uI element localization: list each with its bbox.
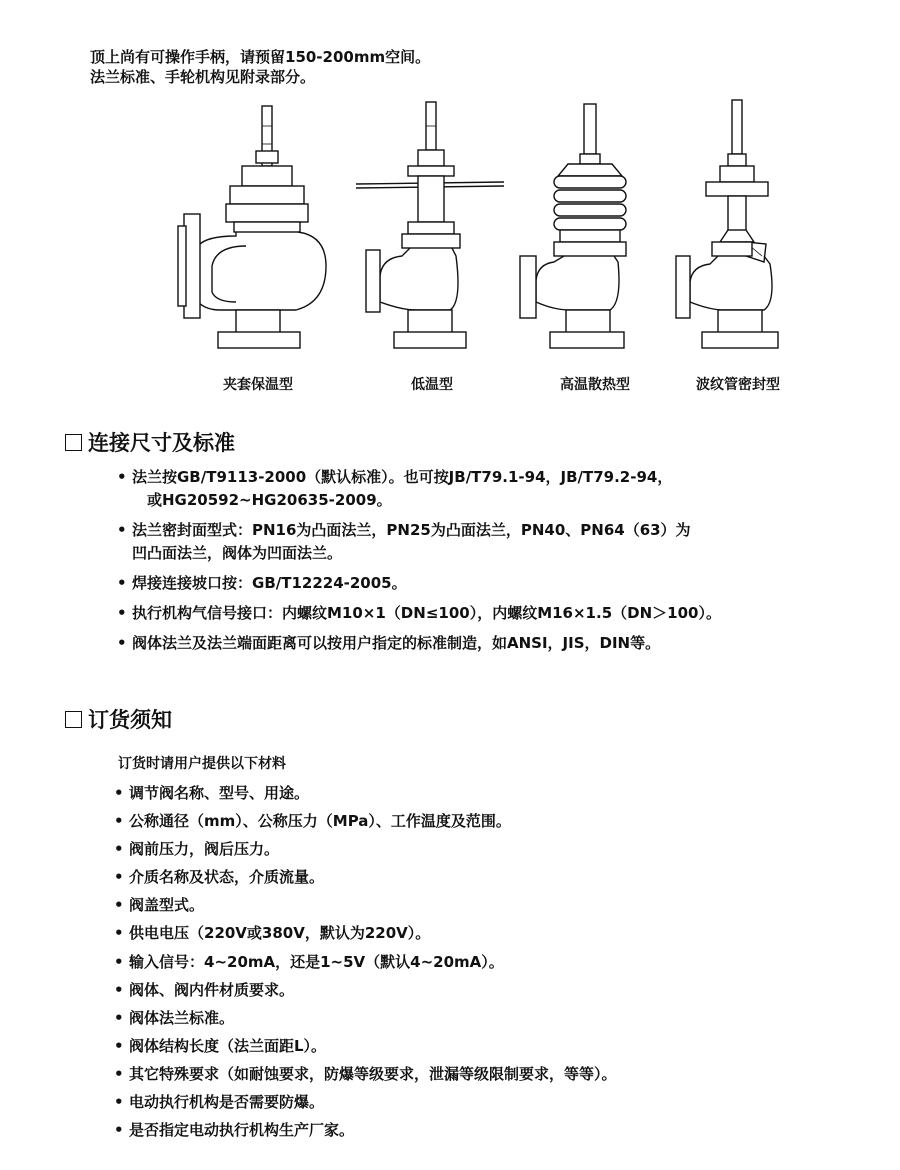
standards-list: [117, 466, 721, 662]
bullet-icon: •: [114, 896, 124, 915]
list-item: • 阀体法兰标准。: [114, 1006, 617, 1030]
bullet-icon: •: [114, 1036, 124, 1055]
bullet-icon: •: [114, 1064, 124, 1083]
list-item: • 阀体、阀内件材质要求。: [114, 978, 617, 1002]
bullet-icon: •: [114, 784, 124, 802]
bullet-icon: •: [117, 634, 127, 652]
checkbox-square-icon: [65, 711, 82, 728]
bullet-icon: •: [114, 980, 124, 999]
figure-label-high-temperature: 高温散热型: [560, 377, 630, 393]
bellows-seal-valve-drawing: [670, 96, 830, 358]
list-item: • 公称通径（mm）、公称压力（MPa）、工作温度及范围。: [114, 809, 617, 833]
bullet-icon: •: [117, 604, 127, 622]
bullet-icon: •: [114, 840, 124, 859]
list-item: • 介质名称及状态，介质流量。: [114, 865, 617, 889]
list-item: • 供电电压（220V或380V，默认为220V）。: [114, 921, 617, 945]
bullet-icon: •: [117, 574, 127, 592]
bullet-icon: •: [114, 924, 124, 943]
checkbox-square-icon: [65, 434, 82, 451]
order-intro-text: 订货时请用户提供以下材料: [118, 756, 286, 772]
list-item: • 执行机构气信号接口：内螺纹M10×1（DN≤100），内螺纹M16×1.5（DN＞100）。: [117, 602, 721, 625]
bullet-icon: •: [117, 521, 127, 539]
list-item: • 其它特殊要求（如耐蚀要求，防爆等级要求，泄漏等级限制要求，等等）。: [114, 1062, 617, 1086]
list-item: • 法兰按GB/T9113-2000（默认标准）。也可按JB/T79.1-94，JB/T79.2-94， 或HG20592~HG20635-2009。: [117, 468, 673, 509]
section-title-standards-text: 连接尺寸及标准: [88, 431, 235, 455]
figure-label-jacketed: 夹套保温型: [223, 377, 293, 393]
list-item: • 焊接连接坡口按：GB/T12224-2005。: [117, 572, 721, 595]
low-temperature-valve-drawing: [352, 96, 512, 358]
order-list: [114, 781, 617, 1146]
section-title-order: [65, 704, 172, 734]
bullet-icon: •: [117, 468, 127, 486]
list-item: • 电动执行机构是否需要防爆。: [114, 1090, 617, 1114]
list-item: • 阀体结构长度（法兰面距L）。: [114, 1034, 617, 1058]
list-item: • 输入信号：4~20mA，还是1~5V（默认4~20mA）。: [114, 950, 617, 974]
section-title-order-text: 订货须知: [88, 708, 172, 732]
jacketed-valve-drawing: [176, 96, 336, 358]
list-item: • 阀盖型式。: [114, 893, 617, 917]
section-title-standards: [65, 427, 235, 457]
top-note-handle-space: 顶上尚有可操作手柄，请预留150-200mm空间。: [90, 48, 431, 66]
bullet-icon: •: [114, 952, 124, 971]
bullet-icon: •: [114, 1093, 124, 1112]
high-temperature-fin-valve-drawing: [514, 96, 674, 358]
figure-label-low-temperature: 低温型: [411, 377, 453, 393]
list-item: • 阀体法兰及法兰端面距离可以按用户指定的标准制造，如ANSI，JIS，DIN等。: [117, 632, 721, 655]
bullet-icon: •: [114, 868, 124, 887]
list-item: • 是否指定电动执行机构生产厂家。: [114, 1118, 617, 1142]
bullet-icon: •: [114, 1121, 124, 1140]
bullet-icon: •: [114, 812, 124, 831]
figure-label-bellows-seal: 波纹管密封型: [696, 377, 780, 393]
list-item: • 阀前压力，阀后压力。: [114, 837, 617, 861]
list-item: • 法兰密封面型式：PN16为凸面法兰，PN25为凸面法兰，PN40、PN64（63）为 凹凸面法兰，阀体为凹面法兰。: [117, 521, 691, 562]
bullet-icon: •: [114, 1008, 124, 1027]
list-item: • 调节阀名称、型号、用途。: [114, 781, 617, 805]
top-note-flange-standard: 法兰标准、手轮机构见附录部分。: [90, 68, 316, 86]
